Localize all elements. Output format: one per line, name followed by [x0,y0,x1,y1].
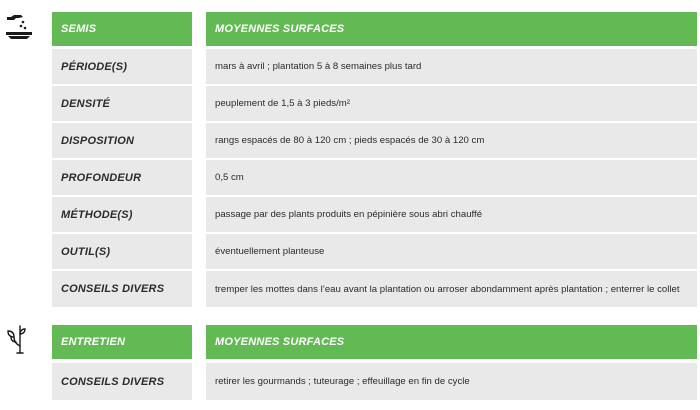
semis-header-label-cell [52,12,192,46]
table-row [52,234,697,269]
row-value-cell [206,197,697,232]
row-label: CONSEILS DIVERS [61,375,165,388]
table-row [52,197,697,232]
row-label: CONSEILS DIVERS [61,283,165,295]
entretien-header-row [52,325,697,359]
row-label: PÉRIODE(S) [61,60,128,73]
sowing-hand-icon [4,11,34,41]
row-label-cell [52,234,192,269]
row-value: peuplement de 1,5 à 3 pieds/m² [215,98,350,109]
table-row [52,49,697,84]
entretien-header-label: ENTRETIEN [61,336,126,348]
row-label: MÉTHODE(S) [61,208,133,221]
table-row [52,363,697,400]
row-value-cell [206,49,697,84]
table-row [52,86,697,121]
row-label-cell [52,197,192,232]
semis-header-label: SEMIS [61,23,97,35]
entretien-header-value-cell [206,325,697,359]
row-label-cell [52,271,192,307]
staked-plant-icon [4,324,34,354]
row-value-cell [206,234,697,269]
entretien-header-label-cell [52,325,192,359]
semis-header-value-cell [206,12,697,46]
row-value-cell [206,86,697,121]
semis-header-row [52,12,697,46]
row-value: passage par des plants produits en pépinière sous abri chauffé [215,209,483,220]
table-row [52,123,697,158]
row-value-cell [206,123,697,158]
row-value: tremper les mottes dans l’eau avant la plantation ou arroser abondamment après plantation ; enterrer le collet [215,283,680,295]
row-value: éventuellement planteuse [215,246,325,257]
entretien-header-value: MOYENNES SURFACES [215,336,345,348]
row-value-cell [206,363,697,400]
row-value: retirer les gourmands ; tuteurage ; effeuillage en fin de cycle [215,376,470,387]
row-label-cell [52,86,192,121]
row-value: 0,5 cm [215,172,244,183]
row-label-cell [52,160,192,195]
row-label-cell [52,123,192,158]
row-label-cell [52,363,192,400]
table-row [52,271,697,307]
table-row [52,160,697,195]
row-value-cell [206,160,697,195]
row-value: mars à avril ; plantation 5 à 8 semaines plus tard [215,61,422,72]
row-label: OUTIL(S) [61,245,111,258]
row-label: DENSITÉ [61,97,111,110]
semis-header-value: MOYENNES SURFACES [215,23,345,35]
row-label: DISPOSITION [61,134,135,147]
row-label-cell [52,49,192,84]
row-value: rangs espacés de 80 à 120 cm ; pieds espacés de 30 à 120 cm [215,135,485,146]
row-value-cell [206,271,697,307]
row-label: PROFONDEUR [61,171,142,184]
